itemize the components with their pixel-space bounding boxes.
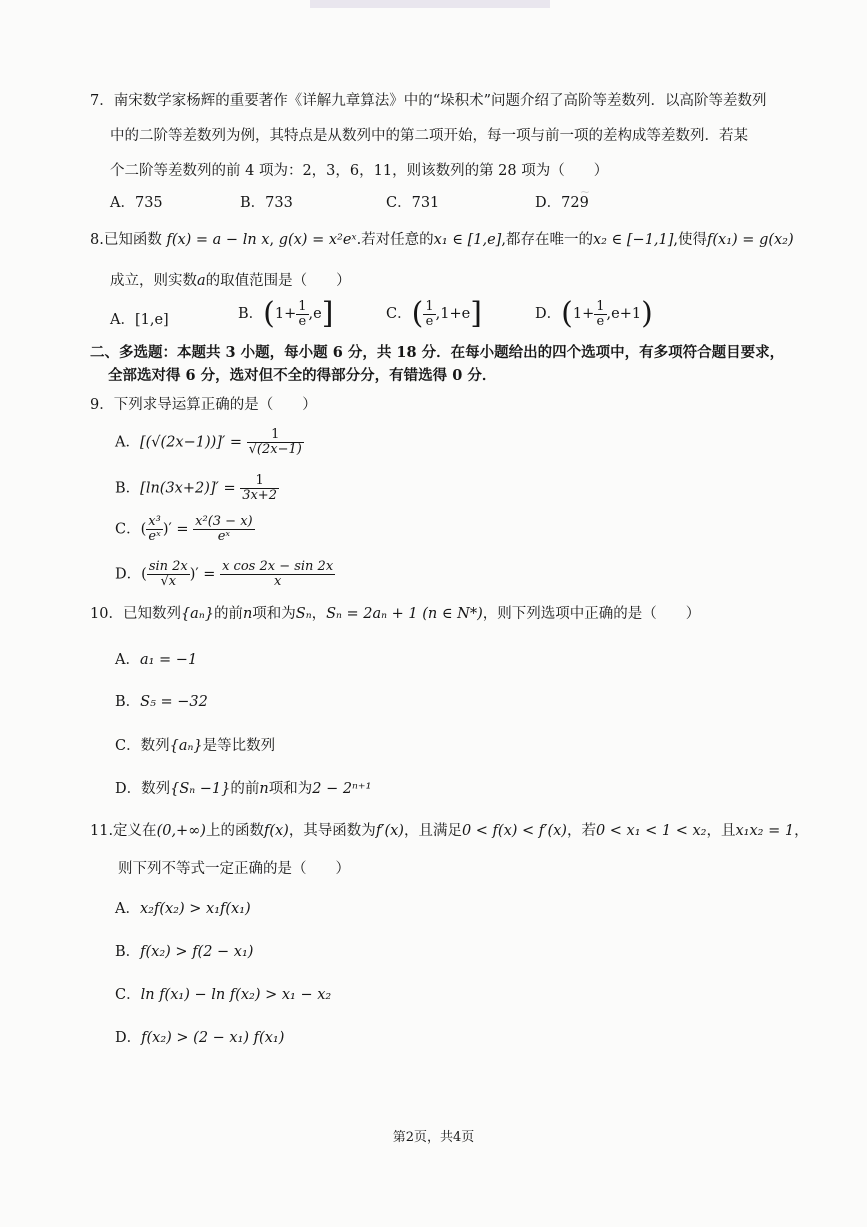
q8-x1-range: x₁ ∈ [1,e] (433, 232, 502, 248)
q10-d-label: D． (115, 781, 142, 797)
q9-c-lhs-fraction (146, 515, 163, 544)
q11-option-a (115, 899, 251, 919)
q8-f-def: f(x) = a − ln x (166, 232, 270, 248)
q10-relation: Sₙ = 2aₙ + 1 (n ∈ N*) (326, 606, 483, 622)
q10-b-value: S₅ = −32 (140, 694, 208, 710)
fraction-numerator: 1 (425, 298, 434, 314)
q11-ineq: 0 < f(x) < f′(x) (461, 823, 567, 839)
q8-opt-b-right: ,e (308, 306, 322, 322)
q8-text-c: ,都存在唯一的 (501, 232, 593, 248)
q10-n: n (242, 606, 253, 622)
q8-opt-d-left: 1+ (572, 306, 595, 322)
q10-text-a: 10．已知数列 (90, 606, 181, 622)
q8-text-d: ,使得 (673, 232, 708, 248)
section2-header-line1: 二、多选题：本题共 3 小题，每小题 6 分，共 18 分．在每小题给出的四个选项中，有多项符合题目要求， (90, 344, 785, 361)
fraction-denominator: 3x+2 (242, 488, 277, 503)
q8-x2-range: x₂ ∈ [−1,1] (592, 232, 674, 248)
fraction-denominator: x (273, 574, 282, 589)
q11-c-label: C． (115, 987, 141, 1003)
q7-option-d: D．729 (535, 195, 589, 211)
q8-opt-c-right: ,1+e (435, 306, 471, 322)
page-number-footer: 第2页，共4页 (392, 1130, 475, 1145)
q8-text-a: 8.已知函数 (90, 232, 162, 248)
q9-d-label: D． (115, 566, 142, 583)
fraction-numerator: 1 (298, 298, 307, 314)
q10-d-n: n (259, 781, 269, 797)
q10-text-d: ， (311, 606, 327, 622)
q9-option-d: D．( $\frac{\sin 2x}{√x}$ )′ = $\frac{\text{x cos 2x − sin 2x}}{x}$ (115, 559, 334, 589)
q9-d-rhs-fraction (220, 560, 335, 589)
q8-opt-c-label: C． (386, 306, 412, 322)
q9-option-a (115, 428, 304, 457)
q10-b-label: B． (115, 694, 141, 710)
q10-text-b: 的前 (213, 606, 243, 622)
q10-d-expr: 2 − 2ⁿ⁺¹ (312, 781, 372, 797)
fraction-numerator: 1 (596, 298, 605, 314)
fraction-denominator: eˣ (148, 529, 161, 544)
q10-text-e: ，则下列选项中正确的是（ ） (482, 606, 701, 622)
q8-opt-c-fraction (423, 300, 435, 329)
q10-d-seq: {Sₙ −1} (170, 781, 231, 797)
q8-line2 (110, 271, 351, 291)
q7-option-b: B．733 (240, 195, 293, 211)
q8-opt-a-value: [1,e] (134, 312, 169, 328)
q10-a-label: A． (115, 652, 140, 668)
q8-option-c (386, 296, 482, 331)
fraction-numerator: 1 (240, 474, 279, 489)
q11-option-d (115, 1028, 284, 1048)
q11-option-c (115, 985, 331, 1005)
section2-header-line2: 全部选对得 6 分，选对但不全的得部分分，有错选得 0 分． (108, 367, 497, 384)
fraction-numerator: sin 2x (148, 559, 188, 574)
q7-option-a: A．735 (110, 195, 163, 211)
q11-b-value: f(x₂) > f(2 − x₁) (140, 944, 254, 960)
q8-condition: f(x₁) = g(x₂) (707, 232, 794, 248)
q9-option-c: C．( $\frac{\text{x³}}{\text{eˣ}}$ )′ = $\frac{\text{x²(3 − x)}}{\text{eˣ}}$ (115, 514, 253, 544)
q9-a-label: A． (115, 434, 140, 451)
fraction-denominator: e (596, 313, 605, 329)
fraction-numerator: x²(3 − x) (195, 514, 253, 529)
q11-option-b (115, 942, 253, 962)
q11-text-e: ，若 (566, 823, 596, 839)
q11-b-label: B． (115, 944, 141, 960)
q11-text-g: ， (794, 823, 809, 839)
q11-cond1: 0 < x₁ < 1 < x₂ (595, 823, 707, 839)
q10-d-text-a: 数列 (141, 781, 171, 797)
q10-stem (90, 604, 700, 624)
q9-stem: 9．下列求导运算正确的是（ ） (90, 397, 317, 413)
q8-g-def: g(x) = x²eˣ (278, 232, 357, 248)
fraction-numerator: 1 (247, 428, 304, 443)
q8-opt-d-right: ,e+1 (606, 306, 642, 322)
right-paren-symbol: ) (641, 296, 653, 331)
q10-d-text-b: 的前 (230, 781, 260, 797)
fraction-denominator: √(2x−1) (248, 442, 302, 457)
q11-cond2: x₁x₂ = 1 (735, 823, 795, 839)
q10-a-value: a₁ = −1 (139, 652, 198, 668)
q11-text-a: 11.定义在 (90, 823, 157, 839)
q10-option-a (115, 650, 197, 670)
q8-line1: 8.已知函数 f(x) = a − ln x, g(x) = x²eˣ.若对任意的x₁ ∈ [1,e],都存在唯一的x₂ ∈ [−1,1],使得f(x₁) = g(x₂) (90, 232, 794, 248)
fraction-denominator: √x (160, 574, 177, 589)
q8-text-b: .若对任意的 (356, 232, 434, 248)
q10-option-b (115, 692, 208, 712)
fraction-numerator: x cos 2x − sin 2x (222, 559, 334, 574)
scan-artifact-bar (310, 0, 550, 8)
q11-text-f: ，且 (706, 823, 736, 839)
q9-b-label: B． (115, 480, 141, 497)
q8-opt-b-label: B． (238, 306, 264, 322)
q11-text-b: 上的函数 (205, 823, 264, 839)
fraction-numerator: x³ (148, 514, 161, 529)
q8-var-a: a (197, 273, 206, 289)
q8-opt-a-label: A． (110, 312, 135, 328)
q11-d-label: D． (115, 1030, 142, 1046)
right-bracket-symbol: ] (470, 296, 482, 331)
q10-text-c: 项和为 (252, 606, 296, 622)
q9-a-lhs: [(√(2x−1))]′ = (139, 434, 242, 451)
q9-c-rhs-fraction (193, 515, 254, 544)
fraction-denominator: e (298, 313, 307, 329)
q7-line2: 中的二阶等差数列为例，其特点是从数列中的第二项开始，每一项与前一项的差构成等差数列．若某 (110, 128, 748, 144)
q11-c-value: ln f(x₁) − ln f(x₂) > x₁ − x₂ (140, 987, 332, 1003)
q11-text-c: ，其导函数为 (288, 823, 376, 839)
q11-domain: (0,+∞) (156, 823, 206, 839)
q7-option-c: C．731 (386, 195, 440, 211)
q10-seq: {aₙ} (180, 606, 214, 622)
bleed-through-text: ~ (580, 185, 591, 199)
q10-c-label: C． (115, 738, 141, 754)
q11-text-d: ，且满足 (403, 823, 462, 839)
q7-line1: 7．南宋数学家杨辉的重要著作《详解九章算法》中的“垛积术”问题介绍了高阶等差数列．以高阶等差数列 (90, 93, 767, 109)
q8-opt-b-fraction (296, 300, 308, 329)
q8-line2-end: 的取值范围是（ ） (205, 273, 351, 289)
q9-option-b (115, 474, 279, 503)
fraction-denominator: eˣ (217, 529, 231, 544)
q10-c-text-a: 数列 (140, 738, 170, 754)
q8-line2-text: 成立，则实数 (110, 273, 197, 289)
left-paren-symbol: ( (411, 296, 424, 331)
q11-fpx: f′(x) (375, 823, 404, 839)
left-paren-symbol: ( (263, 296, 275, 331)
q11-d-value: f(x₂) > (2 − x₁) f(x₁) (141, 1030, 285, 1046)
q8-option-a (110, 310, 169, 330)
q8-opt-d-label: D． (535, 306, 562, 322)
q11-a-label: A． (115, 901, 140, 917)
q10-c-text-b: 是等比数列 (202, 738, 276, 754)
q11-line2: 则下列不等式一定正确的是（ ） (118, 861, 350, 877)
q10-option-c (115, 736, 275, 756)
q10-option-d (115, 779, 371, 799)
left-paren-symbol: ( (561, 296, 573, 331)
q9-b-lhs: [ln(3x+2)]′ = (140, 480, 236, 497)
q9-c-label: C． (115, 521, 141, 538)
q8-opt-d-fraction (594, 300, 606, 329)
q9-b-fraction (240, 474, 279, 503)
q10-Sn: Sₙ (295, 606, 312, 622)
q8-option-d (535, 296, 653, 331)
q11-line1 (90, 821, 809, 841)
right-bracket-symbol: ] (321, 296, 334, 331)
q10-c-seq: {aₙ} (169, 738, 203, 754)
q10-d-text-c: 项和为 (268, 781, 313, 797)
q9-a-fraction (247, 428, 304, 457)
q8-option-b (238, 296, 334, 331)
q9-d-lhs-fraction (147, 560, 190, 589)
q11-fx: f(x) (263, 823, 289, 839)
q8-opt-b-left: 1+ (274, 306, 297, 322)
q7-line3: 个二阶等差数列的前 4 项为：2，3，6，11，则该数列的第 28 项为（ ） (110, 163, 609, 179)
q11-a-value: x₂f(x₂) > x₁f(x₁) (139, 901, 251, 917)
fraction-denominator: e (425, 313, 434, 329)
